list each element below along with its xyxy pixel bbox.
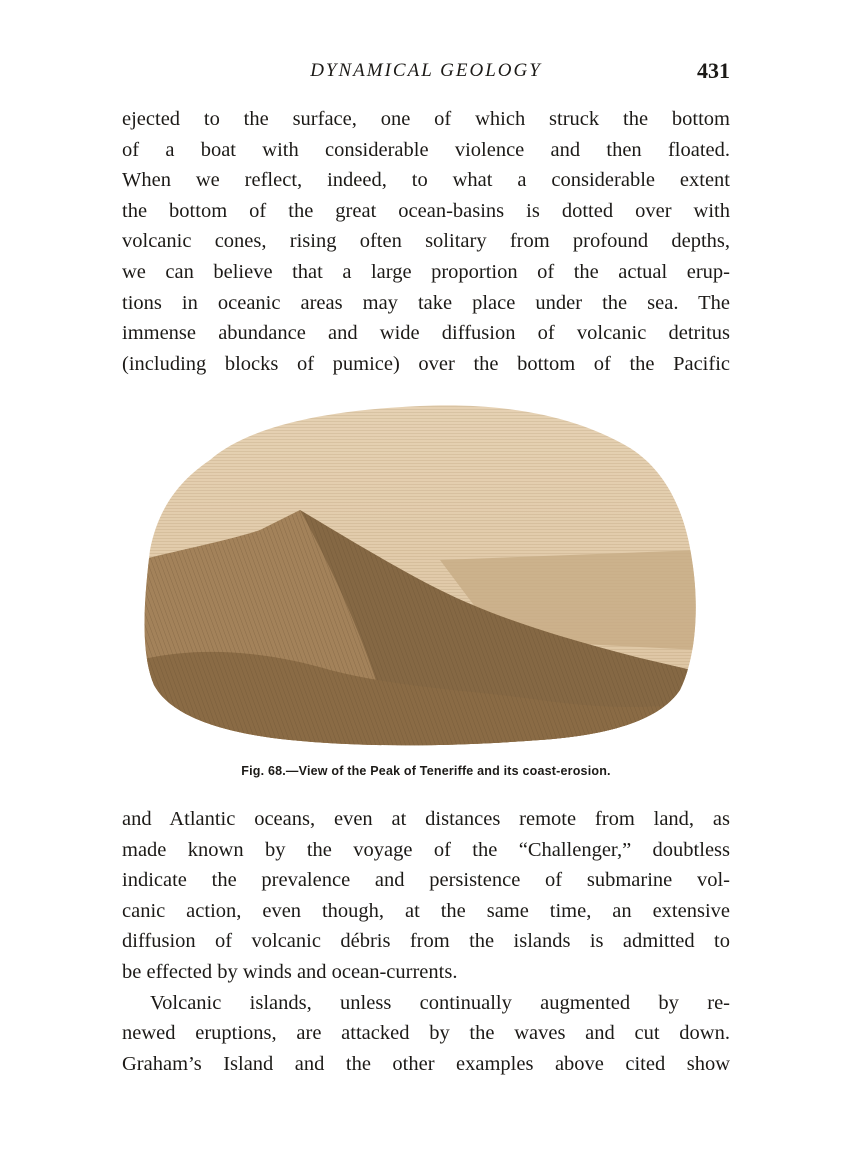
text-line: When we reflect, indeed, to what a considerable extent (122, 169, 730, 192)
text-line: made known by the voyage of the “Challenger,” doubtless (122, 838, 730, 861)
text-line: tions in oceanic areas may take place under the sea. The (122, 291, 730, 314)
paragraph-continued (122, 104, 730, 379)
text-line: (including blocks of pumice) over the bottom of the Pacific (122, 352, 730, 375)
paragraph-continued-bottom (122, 804, 730, 1079)
text-line: canic action, even though, at the same time, an extensive (122, 899, 730, 922)
page-number: 431 (697, 58, 730, 83)
figure-engraving (140, 390, 700, 758)
text-line: immense abundance and wide diffusion of volcanic detritus (122, 322, 730, 345)
figure-caption: Fig. 68.—View of the Peak of Teneriffe and its coast-erosion. (241, 764, 611, 778)
text-line: newed eruptions, are attacked by the waves and cut down. (122, 1022, 730, 1045)
text-line: diffusion of volcanic débris from the islands is admitted to (122, 930, 730, 953)
text-line: of a boat with considerable violence and then floated. (122, 138, 730, 161)
running-title: DYNAMICAL GEOLOGY (310, 60, 542, 81)
page-header (122, 58, 730, 90)
text-line: and Atlantic oceans, even at distances remote from land, as (122, 808, 730, 830)
teneriffe-peak-illustration (140, 390, 700, 758)
text-line: the bottom of the great ocean-basins is dotted over with (122, 199, 730, 222)
text-line: Graham’s Island and the other examples above cited show (122, 1052, 730, 1075)
text-line: we can believe that a large proportion of the actual erup- (122, 260, 730, 283)
text-line: volcanic cones, rising often solitary from profound depths, (122, 230, 730, 253)
text-line: ejected to the surface, one of which struck the bottom (122, 108, 730, 130)
text-line: indicate the prevalence and persistence of submarine vol- (122, 869, 730, 892)
text-line: be effected by winds and ocean-currents. (122, 960, 458, 983)
text-line: Volcanic islands, unless continually augmented by re- (150, 991, 730, 1014)
